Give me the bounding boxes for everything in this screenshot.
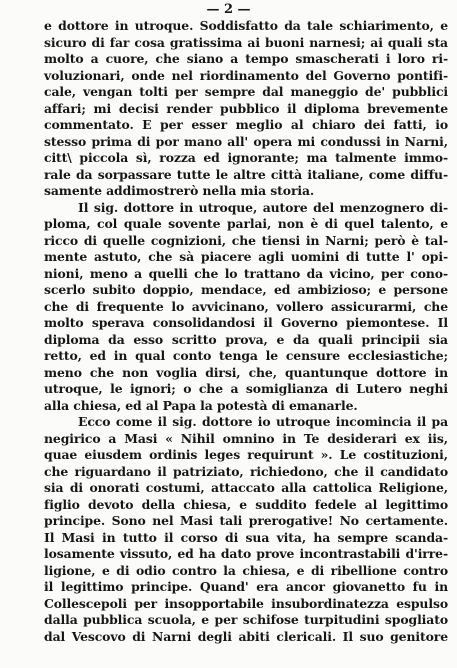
text-line: principe. Sono nel Masi tali prerogative! No certamente. bbox=[44, 513, 448, 528]
text-line: cale, vengan tolti per sempre dal maneggio de' pubblici bbox=[44, 84, 448, 99]
text-line: samente addimostrerò nella mia storia. bbox=[44, 183, 315, 198]
text-line: negirico a Masi « Nihil omnino in Te desiderari ex iis, bbox=[44, 430, 448, 446]
text-line: meno che non voglia dirsi, che, quantunque dottore in bbox=[44, 364, 448, 380]
text-line: che di frequente lo avvicinano, vollero assicurarmi, che bbox=[44, 298, 448, 314]
text-line: Ecco come il sig. dottore io utroque incomincia il pa bbox=[78, 414, 448, 429]
text-line: molto a cuore, che siano a tempo smascherati i loro ri- bbox=[44, 51, 448, 66]
text-line: Il Masi in tutto il corso di sua vita, ha sempre scanda- bbox=[44, 529, 448, 545]
text-line: diploma da esso scritto prova, e da quali principii sia bbox=[44, 331, 448, 347]
text-line: alla chiesa, ed al Papa la potestà di emanarle. bbox=[44, 397, 358, 413]
text-line: quae eiusdem ordinis leges requirunt ». Le costituzioni, bbox=[44, 447, 448, 462]
text-line: il legittimo principe. Quand' era ancor giovanetto fu in bbox=[44, 579, 448, 594]
text-line: stesso prima di por mano all' opera mi condussi in Narni, bbox=[44, 133, 448, 149]
text-line: Il sig. dottore in utroque, autore del menzognero di- bbox=[78, 199, 448, 215]
text-line: voluzionari, onde nel riordinamento del Governo pontifi- bbox=[44, 67, 448, 83]
text-line: dal Vescovo di Narni degli abiti clericali. Il suo genitore bbox=[44, 628, 448, 644]
text-line: che riguardano il patriziato, richiedono, che il candidato bbox=[44, 463, 448, 479]
text-line: dalla pubblica scuola, e per schifose turpitudini spogliato bbox=[44, 612, 448, 627]
text-line: ploma, col quale sovente parlai, non è di quel talento, e bbox=[44, 216, 448, 231]
text-line: citt\ piccola sì, rozza ed ignorante; ma talmente immo- bbox=[44, 150, 448, 165]
text-line: nioni, meno a quelli che lo trattano da vicino, per cono- bbox=[44, 265, 448, 281]
text-line: utroque, le ignori; o che a somiglianza di Lutero neghi bbox=[44, 381, 448, 396]
text-line: commentato. E per esser meglio al chiaro dei fatti, io bbox=[44, 117, 448, 132]
text-line: Collescepoli per insopportabile insubordinatezza espulso bbox=[44, 595, 448, 611]
text-line: scerlo subito doppio, mendace, ed ambizioso; e persone bbox=[44, 282, 448, 297]
text-line: figlio devoto della chiesa, e suddito fedele al legittimo bbox=[44, 496, 448, 512]
text-line: retto, ed in qual conto tenga le censure ecclesiastiche; bbox=[44, 348, 448, 363]
text-line: e dottore in utroque. Soddisfatto da tale schiarimento, e bbox=[44, 18, 448, 33]
text-line: ligione, e di odio contro la chiesa, e di ribellione contro bbox=[44, 562, 448, 578]
text-line: ricco di quelle cognizioni, che tiensi in Narni; però è tal- bbox=[44, 232, 448, 248]
text-line: sia di onorati costumi, attaccato alla cattolica Religione, bbox=[44, 480, 448, 495]
page-number: — 2 — bbox=[206, 2, 251, 17]
text-line: molto sperava consolidandosi il Governo piemontese. Il bbox=[44, 315, 448, 330]
text-line: mente astuto, che sà piacere agli uomini di tutte l' opi- bbox=[44, 249, 448, 264]
text-line: rale da sorpassare tutte le altre città italiane, come diffu- bbox=[44, 166, 448, 182]
text-line: sicuro di far cosa gratissima ai buoni narnesi; ai quali sta bbox=[44, 34, 448, 50]
text-line: losamente vissuto, ed ha dato prove incontrastabili d'irre- bbox=[44, 546, 448, 561]
text-line: affari; mi decisi render pubblico il diploma brevemente bbox=[44, 100, 448, 116]
